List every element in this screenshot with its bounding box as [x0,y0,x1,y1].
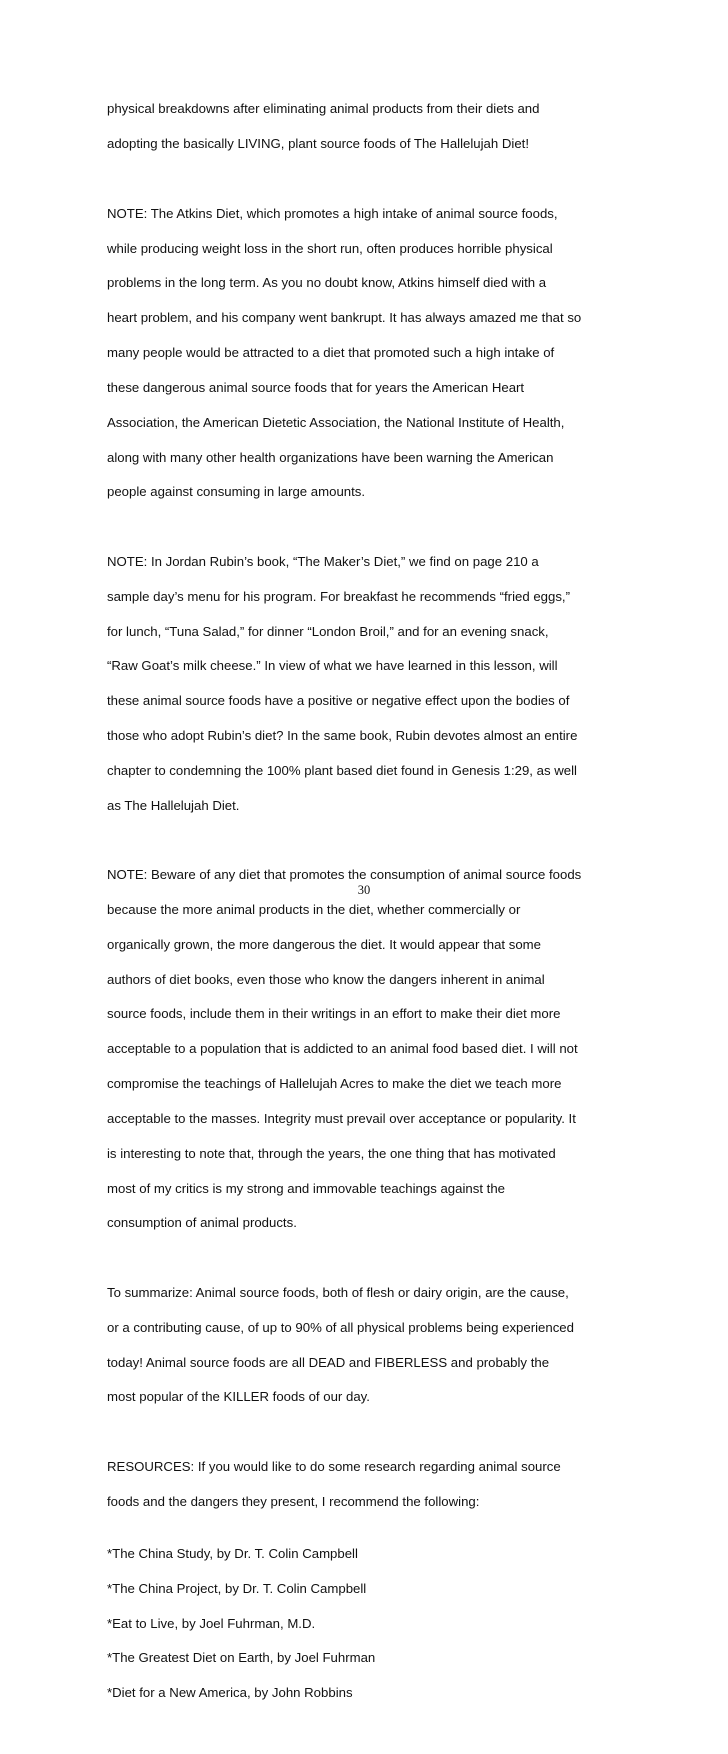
text-line: To summarize: Animal source foods, both of flesh or dairy origin, are the cause, [107,1284,569,1300]
text-line: is interesting to note that, through the years, the one thing that has motivated [107,1145,556,1161]
text-line: NOTE: In Jordan Rubin’s book, “The Maker’s Diet,” we find on page 210 a [107,553,539,569]
resource-item: *The China Project, by Dr. T. Colin Campbell [107,1580,367,1596]
page-number: 30 [357,883,371,897]
text-line: NOTE: The Atkins Diet, which promotes a high intake of animal source foods, [107,205,558,221]
resources-intro-line: foods and the dangers they present, I recommend the following: [107,1493,480,1509]
text-line: acceptable to a population that is addicted to an animal food based diet. I will not [107,1041,578,1057]
paragraph-continuation [107,83,637,170]
resources-intro-line: RESOURCES: If you would like to do some research regarding animal source [107,1459,561,1475]
resources-section [107,1441,637,1737]
text-line: as The Hallelujah Diet. [107,797,240,813]
text-line: NOTE: Beware of any diet that promotes the consumption of animal source foods [107,867,582,883]
text-line: consumption of animal products. [107,1215,297,1231]
text-line: people against consuming in large amounts. [107,484,366,500]
paragraph-note-atkins [107,187,637,518]
text-line: sample day’s menu for his program. For breakfast he recommends “fried eggs,” [107,588,570,604]
text-line: along with many other health organizations have been warning the American [107,449,554,465]
resource-item: *The Greatest Diet on Earth, by Joel Fuhrman [107,1650,376,1666]
paragraph-summary [107,1267,637,1424]
text-line: physical breakdowns after eliminating animal products from their diets and [107,101,540,117]
text-line: “Raw Goat’s milk cheese.” In view of what we have learned in this lesson, will [107,658,558,674]
text-line: adopting the basically LIVING, plant source foods of The Hallelujah Diet! [107,136,529,152]
text-line: while producing weight loss in the short run, often produces horrible physical [107,240,553,256]
text-line: these animal source foods have a positive or negative effect upon the bodies of [107,693,570,709]
text-line: source foods, include them in their writings in an effort to make their diet more [107,1006,561,1022]
text-line: chapter to condemning the 100% plant based diet found in Genesis 1:29, as well [107,762,577,778]
text-line: those who adopt Rubin’s diet? In the same book, Rubin devotes almost an entire [107,728,578,743]
text-line: many people would be attracted to a diet that promoted such a high intake of [107,345,555,361]
text-line: acceptable to the masses. Integrity must prevail over acceptance or popularity. It [107,1110,576,1126]
text-line: organically grown, the more dangerous the diet. It would appear that some [107,936,541,952]
resource-item: *The China Study, by Dr. T. Colin Campbell [107,1546,358,1562]
text-line: most of my critics is my strong and immovable teachings against the [107,1180,505,1196]
page-body [107,83,637,1754]
text-line: these dangerous animal source foods that for years the American Heart [107,379,525,395]
text-line: most popular of the KILLER foods of our day. [107,1389,370,1405]
resource-item: *Diet for a New America, by John Robbins [107,1685,353,1701]
paragraph-note-beware [107,849,637,1249]
text-line: heart problem, and his company went bankrupt. It has always amazed me that so [107,310,582,326]
text-line: today! Animal source foods are all DEAD and FIBERLESS and probably the [107,1354,550,1370]
text-line: authors of diet books, even those who know the dangers inherent in animal [107,971,545,987]
resource-item: *Eat to Live, by Joel Fuhrman, M.D. [107,1615,316,1631]
text-line: for lunch, “Tuna Salad,” for dinner “London Broil,” and for an evening snack, [107,623,549,639]
resources-list [107,1528,637,1719]
text-line: problems in the long term. As you no doubt know, Atkins himself died with a [107,275,547,291]
text-line: or a contributing cause, of up to 90% of all physical problems being experienced [107,1319,574,1335]
text-line: Association, the American Dietetic Association, the National Institute of Health, [107,414,565,430]
paragraph-note-rubin [107,536,637,832]
text-line: because the more animal products in the diet, whether commercially or [107,902,521,918]
text-line: compromise the teachings of Hallelujah Acres to make the diet we teach more [107,1076,562,1092]
